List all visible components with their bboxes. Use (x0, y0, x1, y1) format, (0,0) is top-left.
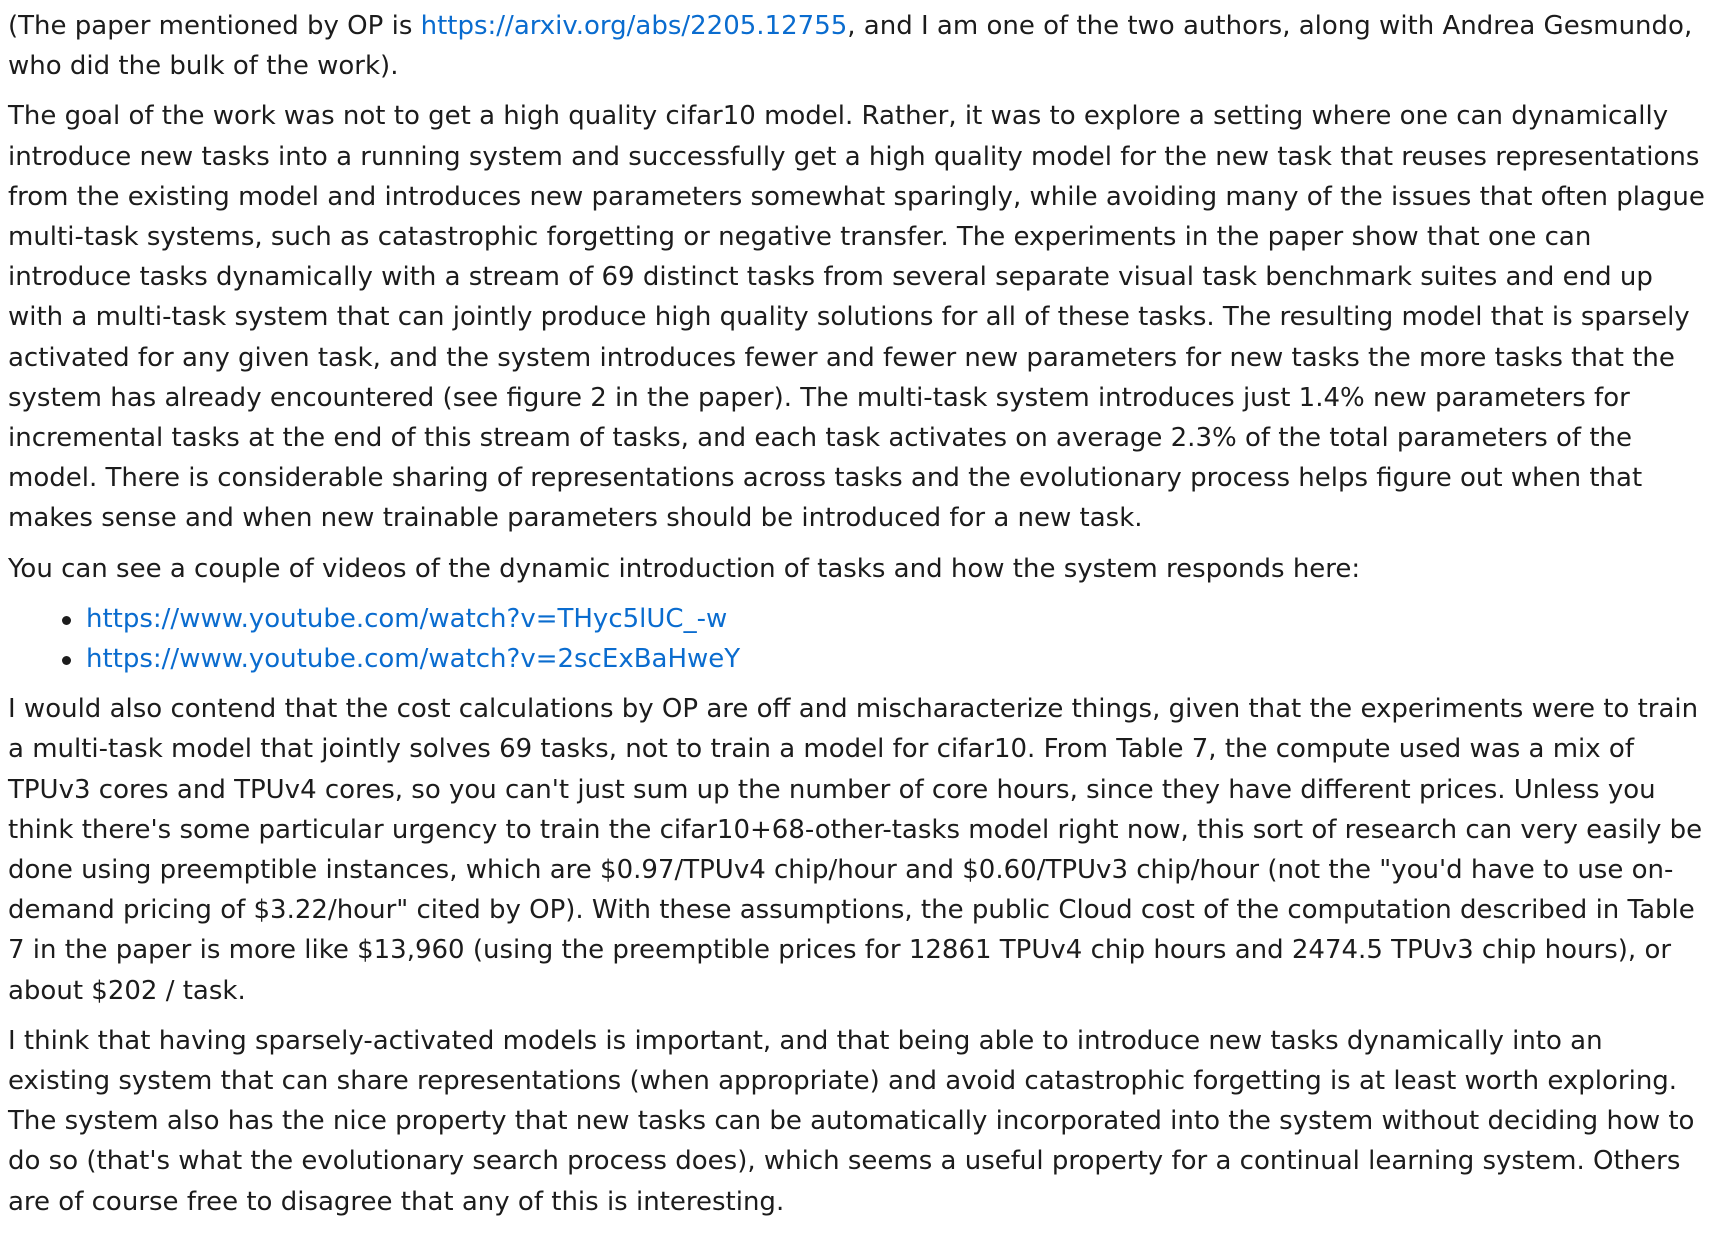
video-link-list (8, 599, 1706, 679)
youtube-video-link-1[interactable]: https://www.youtube.com/watch?v=THyc5lUC_-w (86, 603, 728, 634)
intro-paragraph (8, 6, 1706, 86)
cost-paragraph: I would also contend that the cost calculations by OP are off and mischaracterize things, given that the experiments were to train a multi-task model that jointly solves 69 tasks, not to train a model for cifar10. From Table 7, the compute used was a mix of TPUv3 cores and TPUv4 cores, so you can't just sum up the number of core hours, since they have different prices. Unless you think there's some particular urgency to train the cifar10+68-other-tasks model right now, this sort of research can very easily be done using preemptible instances, which are $0.97/TPUv4 chip/hour and $0.60/TPUv3 chip/hour (not the "you'd have to use on-demand pricing of $3.22/hour" cited by OP). With these assumptions, the public Cloud cost of the computation described in Table 7 in the paper is more like $13,960 (using the preemptible prices for 12861 TPUv4 chip hours and 2474.5 TPUv3 chip hours), or about $202 / task. (8, 694, 1703, 1006)
list-item (86, 639, 1706, 679)
goal-paragraph: The goal of the work was not to get a high quality cifar10 model. Rather, it was to explore a setting where one can dynamically introduce new tasks into a running system and successfully get a high quality model for the new task that reuses representations from the existing model and introduces new parameters somewhat sparingly, while avoiding many of the issues that often plague multi-task systems, such as catastrophic forgetting or negative transfer. The experiments in the paper show that one can introduce tasks dynamically with a stream of 69 distinct tasks from several separate visual task benchmark suites and end up with a multi-task system that can jointly produce high quality solutions for all of these tasks. The resulting model that is sparsely activated for any given task, and the system introduces fewer and fewer new parameters for new tasks the more tasks that the system has already encountered (see figure 2 in the paper). The multi-task system introduces just 1.4% new parameters for incremental tasks at the end of this stream of tasks, and each task activates on average 2.3% of the total parameters of the model. There is considerable sharing of representations across tasks and the evolutionary process helps figure out when that makes sense and when new trainable parameters should be introduced for a new task. (8, 101, 1705, 534)
bullet-icon (62, 616, 71, 625)
list-item (86, 599, 1706, 639)
intro-text-before: (The paper mentioned by OP is (8, 11, 421, 41)
intro-text-after: , and I am one of the two authors, along with Andrea Gesmundo, who did the bulk of the work). (8, 11, 1693, 82)
youtube-video-link-2[interactable]: https://www.youtube.com/watch?v=2scExBaHweY (86, 644, 741, 675)
bullet-icon (62, 656, 71, 665)
closing-paragraph: I think that having sparsely-activated models is important, and that being able to introduce new tasks dynamically into an existing system that can share representations (when appropriate) and avoid catastrophic forgetting is at least worth exploring. The system also has the nice property that new tasks can be automatically incorporated into the system without deciding how to do so (that's what the evolutionary search process does), which seems a useful property for a continual learning system. Others are of course free to disagree that any of this is interesting. (8, 1025, 1695, 1217)
arxiv-paper-link[interactable]: https://arxiv.org/abs/2205.12755 (420, 11, 848, 41)
videos-paragraph: You can see a couple of videos of the dynamic introduction of tasks and how the system responds here: (8, 553, 1361, 584)
